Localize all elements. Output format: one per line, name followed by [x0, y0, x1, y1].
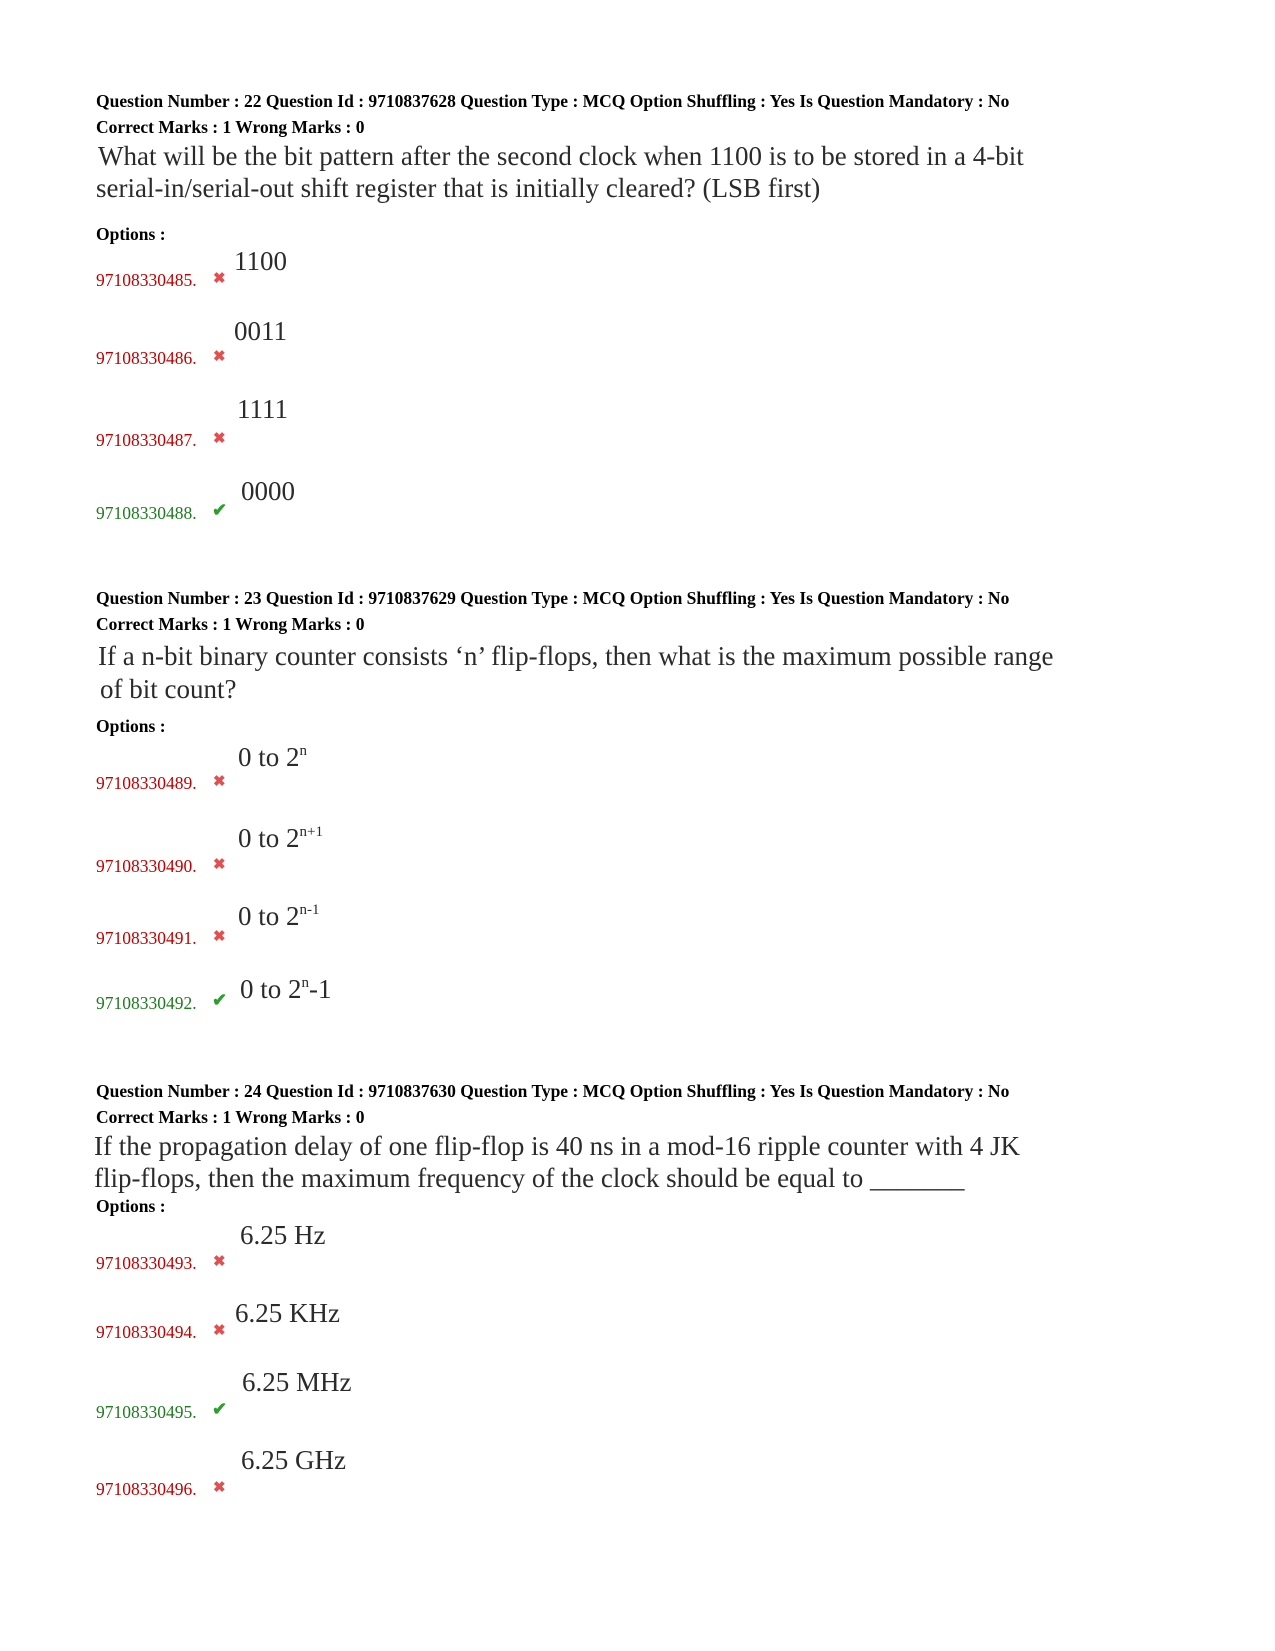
- cross-icon: ✖: [213, 271, 226, 287]
- question-marks: Correct Marks : 1 Wrong Marks : 0: [96, 117, 365, 137]
- check-icon: ✔: [212, 990, 228, 1010]
- option-value: 0000: [241, 476, 295, 506]
- option-value: 0 to 2$^n$-1: [240, 974, 332, 1004]
- option-id: 97108330494.: [96, 1322, 197, 1342]
- question-text: flip-flops, then the maximum frequency of the clock should be equal to _______: [94, 1163, 965, 1193]
- option-value: 0 to 2$^n$: [238, 742, 308, 772]
- option-value: 0011: [234, 316, 287, 346]
- option-id: 97108330486.: [96, 348, 197, 368]
- option-value: 6.25 Hz: [240, 1220, 326, 1250]
- cross-icon: ✖: [213, 349, 226, 365]
- cross-icon: ✖: [213, 1323, 226, 1339]
- cross-icon: ✖: [213, 1254, 226, 1270]
- question-marks: Correct Marks : 1 Wrong Marks : 0: [96, 1107, 365, 1127]
- option-id: 97108330496.: [96, 1479, 197, 1499]
- option-id: 97108330495.: [96, 1402, 197, 1422]
- options-label: Options :: [96, 716, 166, 736]
- option-id: 97108330493.: [96, 1253, 197, 1273]
- option-value: 0 to 2$^{n-1}$: [238, 901, 320, 931]
- check-icon: ✔: [212, 1399, 228, 1419]
- option-value: 0 to $2^{n+1}$: [238, 823, 323, 853]
- option-id: 97108330489.: [96, 773, 197, 793]
- question-text: If the propagation delay of one flip-flop is 40 ns in a mod-16 ripple counter with 4 JK: [94, 1131, 1021, 1161]
- option-id: 97108330491.: [96, 928, 197, 948]
- check-icon: ✔: [212, 500, 228, 520]
- cross-icon: ✖: [213, 929, 226, 945]
- cross-icon: ✖: [213, 774, 226, 790]
- question-text: What will be the bit pattern after the second clock when 1100 is to be stored in a 4-bit: [98, 141, 1024, 171]
- option-id: 97108330485.: [96, 270, 197, 290]
- option-id: 97108330488.: [96, 503, 197, 523]
- cross-icon: ✖: [213, 857, 226, 873]
- question-meta: Question Number : 24 Question Id : 9710837630 Question Type : MCQ Option Shuffling : Yes Is Question Mandatory : No: [96, 1081, 1010, 1101]
- option-id: 97108330487.: [96, 430, 197, 450]
- question-meta: Question Number : 22 Question Id : 9710837628 Question Type : MCQ Option Shuffling : Yes Is Question Mandatory : No: [96, 91, 1010, 111]
- option-value: 6.25 MHz: [242, 1367, 352, 1397]
- option-value: 1100: [234, 246, 287, 276]
- option-value: 6.25 KHz: [235, 1298, 340, 1328]
- cross-icon: ✖: [213, 1480, 226, 1496]
- question-text: of bit count?: [100, 674, 237, 704]
- question-marks: Correct Marks : 1 Wrong Marks : 0: [96, 614, 365, 634]
- option-id: 97108330490.: [96, 856, 197, 876]
- question-meta: Question Number : 23 Question Id : 9710837629 Question Type : MCQ Option Shuffling : Yes Is Question Mandatory : No: [96, 588, 1010, 608]
- option-value: 1111: [237, 394, 288, 424]
- question-text: serial-in/serial-out shift register that is initially cleared? (LSB first): [96, 173, 821, 203]
- question-text: If a n-bit binary counter consists ‘n’ flip-flops, then what is the maximum possible range: [98, 641, 1054, 671]
- options-label: Options :: [96, 1196, 166, 1216]
- option-value: 6.25 GHz: [241, 1445, 346, 1475]
- options-label: Options :: [96, 224, 166, 244]
- option-id: 97108330492.: [96, 993, 197, 1013]
- cross-icon: ✖: [213, 431, 226, 447]
